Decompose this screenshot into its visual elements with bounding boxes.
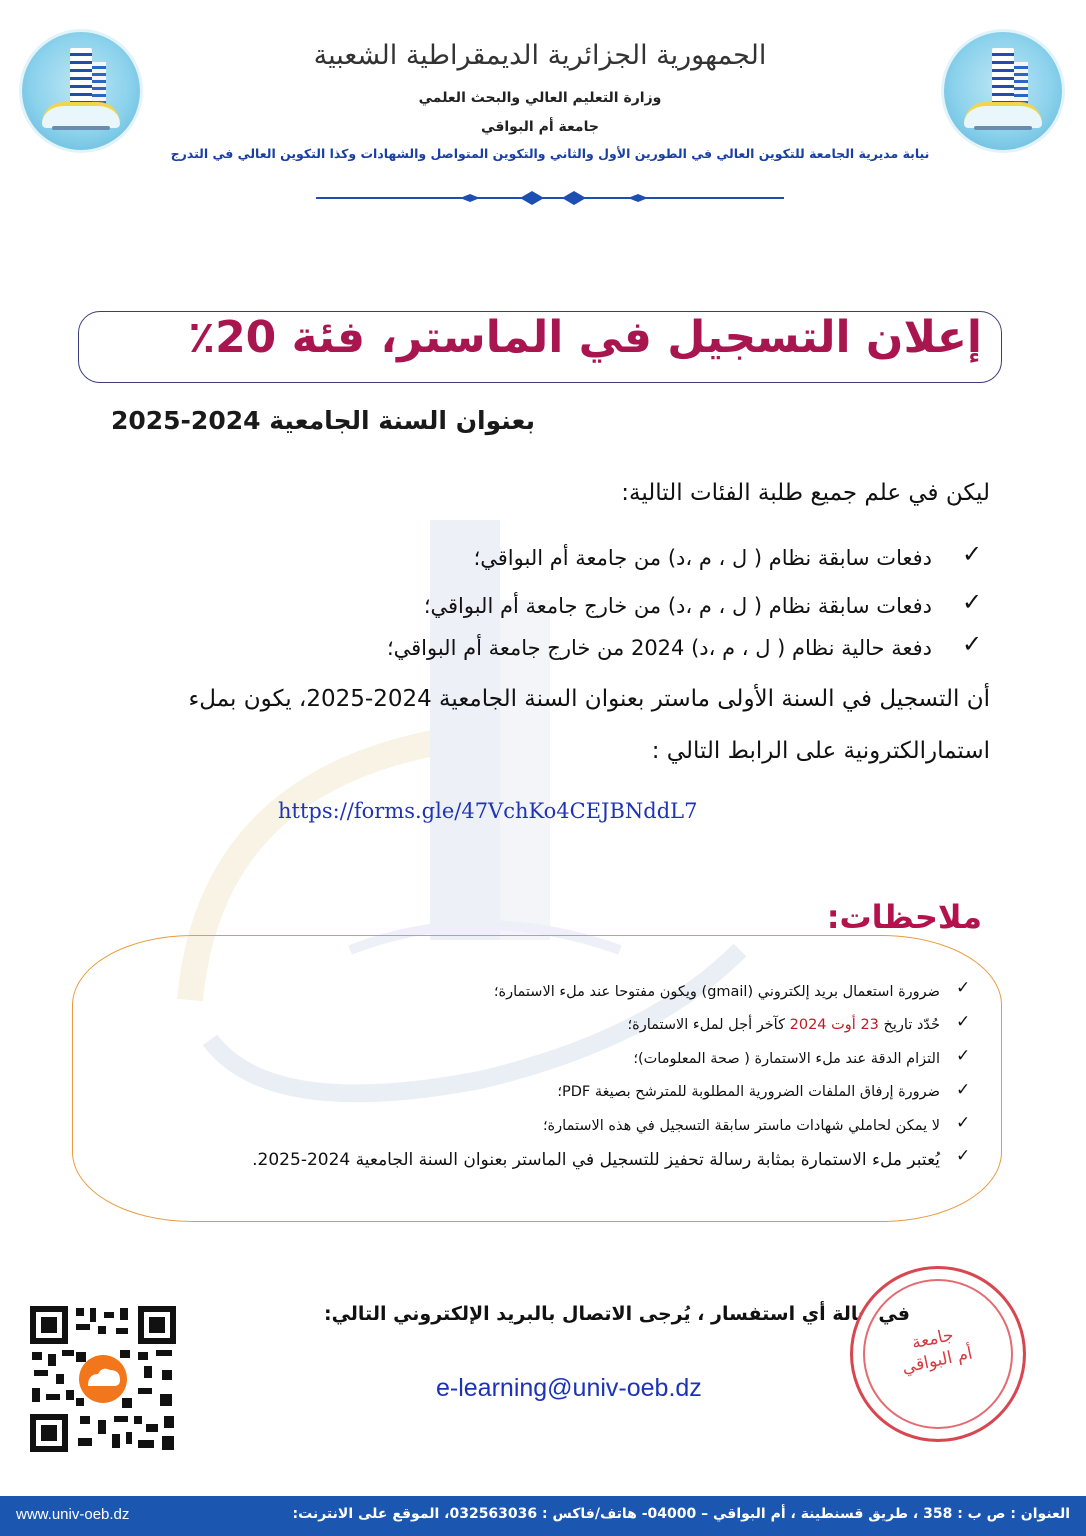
notes-heading: ملاحظات: <box>826 898 982 936</box>
note-item: يُعتبر ملء الاستمارة بمثابة رسالة تحفيز للتسجيل في الماستر بعنوان السنة الجامعية 2024-2025. <box>252 1150 940 1170</box>
intro-text: ليكن في علم جميع طلبة الفئات التالية: <box>621 480 990 506</box>
note-deadline-date: 23 أوت 2024 <box>789 1017 879 1033</box>
footer-bar <box>0 1496 1086 1536</box>
announcement-title: إعلان التسجيل في الماستر، فئة 20٪ <box>188 312 982 363</box>
check-icon: ✓ <box>956 1146 971 1166</box>
note-item: ضرورة استعمال بريد إلكتروني (gmail) ويكون مفتوحا عند ملء الاستمارة؛ <box>493 984 940 1000</box>
note-deadline <box>300 1017 940 1033</box>
directorate-heading: نيابة مديرية الجامعة للتكوين العالي في الطورين الأول والثاني والتكوين المتواصل والشهادات وكذا التكوين العالي في التدرج <box>170 146 930 161</box>
ministry-heading: وزارة التعليم العالي والبحث العلمي <box>418 90 662 106</box>
university-logo-right <box>944 32 1062 150</box>
check-icon: ✓ <box>956 1113 971 1133</box>
footer-address: العنوان : ص ب : 358 ، طريق قسنطينة ، أم البواقي – 04000- هاتف/فاكس : 032563036، الموقع على الانترنت: <box>292 1506 1070 1522</box>
note-item: التزام الدقة عند ملء الاستمارة ( صحة المعلومات)؛ <box>633 1051 940 1067</box>
registration-text-cont: استمارالكترونية على الرابط التالي : <box>651 738 990 764</box>
qr-code <box>28 1304 178 1454</box>
category-item: دفعات سابقة نظام ( ل ، م ،د) من خارج جامعة أم البواقي؛ <box>423 594 932 618</box>
university-logo-left <box>22 32 140 150</box>
footer-website[interactable]: www.univ-oeb.dz <box>16 1506 130 1523</box>
registration-text: أن التسجيل في السنة الأولى ماستر بعنوان السنة الجامعية 2024-2025، يكون بملء <box>188 686 990 712</box>
check-icon: ✓ <box>962 540 983 568</box>
university-heading: جامعة أم البواقي <box>481 119 599 135</box>
note-item: لا يمكن لحاملي شهادات ماستر سابقة التسجيل في هذه الاستمارة؛ <box>542 1118 940 1134</box>
note-deadline-before: حُدّد تاريخ <box>883 1017 940 1033</box>
contact-email-link[interactable]: e-learning@univ-oeb.dz <box>436 1374 702 1402</box>
check-icon: ✓ <box>956 978 971 998</box>
check-icon: ✓ <box>956 1012 971 1032</box>
official-stamp-text: جامعة أم البواقي <box>900 1325 975 1378</box>
note-item: ضرورة إرفاق الملفات الضرورية المطلوبة للمترشح بصيغة PDF؛ <box>557 1084 940 1100</box>
republic-heading: الجمهورية الجزائرية الديمقراطية الشعبية <box>313 40 767 71</box>
contact-text: في حالة أي استفسار ، يُرجى الاتصال بالبريد الإلكتروني التالي: <box>323 1303 910 1325</box>
check-icon: ✓ <box>956 1080 971 1100</box>
category-item: دفعة حالية نظام ( ل ، م ،د) 2024 من خارج جامعة أم البواقي؛ <box>386 636 932 660</box>
check-icon: ✓ <box>962 630 983 658</box>
check-icon: ✓ <box>962 588 983 616</box>
note-deadline-after: كآخر أجل لملء الاستمارة؛ <box>627 1017 786 1033</box>
registration-form-link[interactable]: https://forms.gle/47VchKo4CEJBNddL7 <box>278 799 698 823</box>
category-item: دفعات سابقة نظام ( ل ، م ،د) من جامعة أم البواقي؛ <box>473 546 932 570</box>
header-ornament <box>310 186 790 210</box>
check-icon: ✓ <box>956 1046 971 1066</box>
notes-box <box>72 935 1002 1222</box>
academic-year-subtitle: بعنوان السنة الجامعية 2024-2025 <box>110 406 535 435</box>
